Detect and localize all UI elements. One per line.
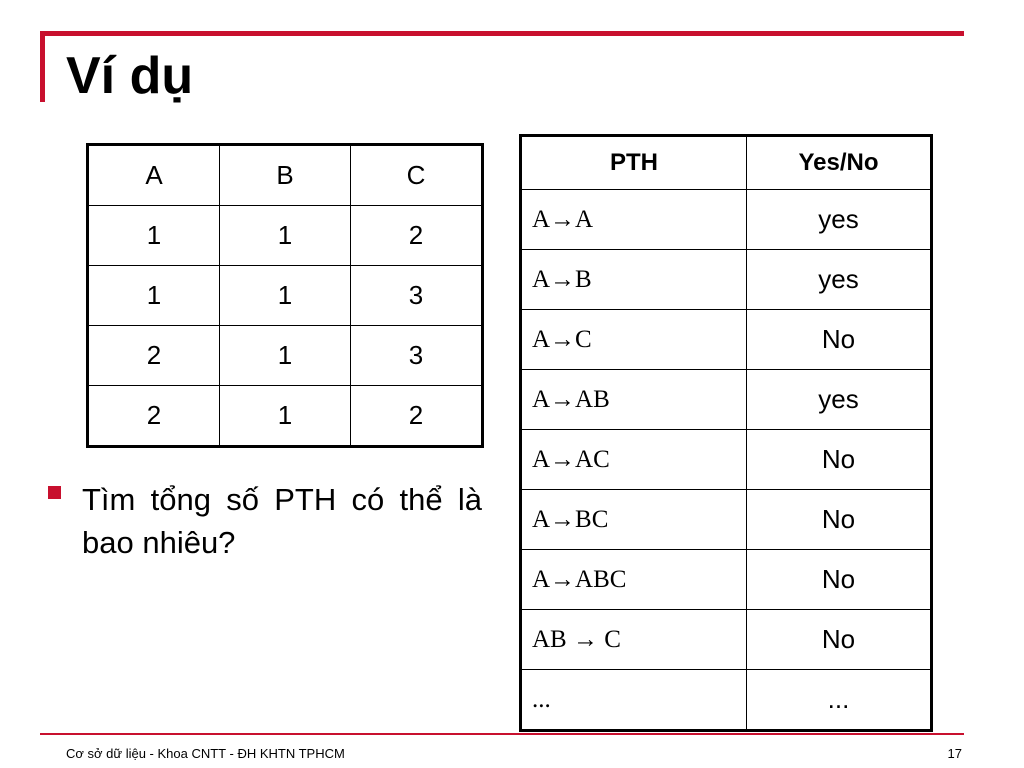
answer-cell: yes [747,370,932,430]
fd-cell: A→C [521,310,747,370]
table-cell: 3 [351,326,483,386]
table-cell: 2 [88,386,220,447]
footer-divider [40,733,964,735]
fd-cell: ... [521,670,747,731]
slide-title: Ví dụ [66,47,194,105]
table-row [521,190,932,250]
answer-cell: yes [747,250,932,310]
table-cell: 1 [88,266,220,326]
table-cell: 2 [351,386,483,447]
header-cell: A [88,145,220,206]
title-accent-line [40,31,964,36]
relation-header-row [88,145,483,206]
answer-cell: No [747,310,932,370]
table-cell: 2 [351,206,483,266]
table-row [521,250,932,310]
relation-table [86,143,484,448]
fd-table [519,134,933,732]
page-number: 17 [947,746,962,761]
table-cell: 1 [88,206,220,266]
table-row [521,610,932,670]
footer-text: Cơ sở dữ liệu - Khoa CNTT - ĐH KHTN TPHCM [66,746,345,761]
table-cell: 2 [88,326,220,386]
bullet-text: Tìm tổng số PTH có thể là bao nhiêu? [82,482,482,560]
table-cell: 3 [351,266,483,326]
table-row [521,490,932,550]
table-row [88,266,483,326]
header-cell: C [351,145,483,206]
answer-cell: ... [747,670,932,731]
answer-cell: No [747,430,932,490]
header-cell: Yes/No [747,136,932,190]
fd-cell: A→AB [521,370,747,430]
table-row [521,430,932,490]
fd-header-row [521,136,932,190]
fd-cell: A→BC [521,490,747,550]
answer-cell: No [747,490,932,550]
answer-cell: No [747,550,932,610]
table-row [521,550,932,610]
table-cell: 1 [220,266,351,326]
fd-cell: A→B [521,250,747,310]
table-row [521,310,932,370]
table-row [521,370,932,430]
table-cell: 1 [220,206,351,266]
answer-cell: yes [747,190,932,250]
header-cell: B [220,145,351,206]
fd-cell: A→ABC [521,550,747,610]
fd-cell: AB → C [521,610,747,670]
fd-cell: A→AC [521,430,747,490]
table-row [88,386,483,447]
answer-cell: No [747,610,932,670]
title-accent-bar [40,34,45,102]
header-cell: PTH [521,136,747,190]
square-bullet-icon [48,486,61,499]
table-cell: 1 [220,326,351,386]
table-row [88,326,483,386]
table-row [521,670,932,731]
table-row [88,206,483,266]
fd-cell: A→A [521,190,747,250]
table-cell: 1 [220,386,351,447]
